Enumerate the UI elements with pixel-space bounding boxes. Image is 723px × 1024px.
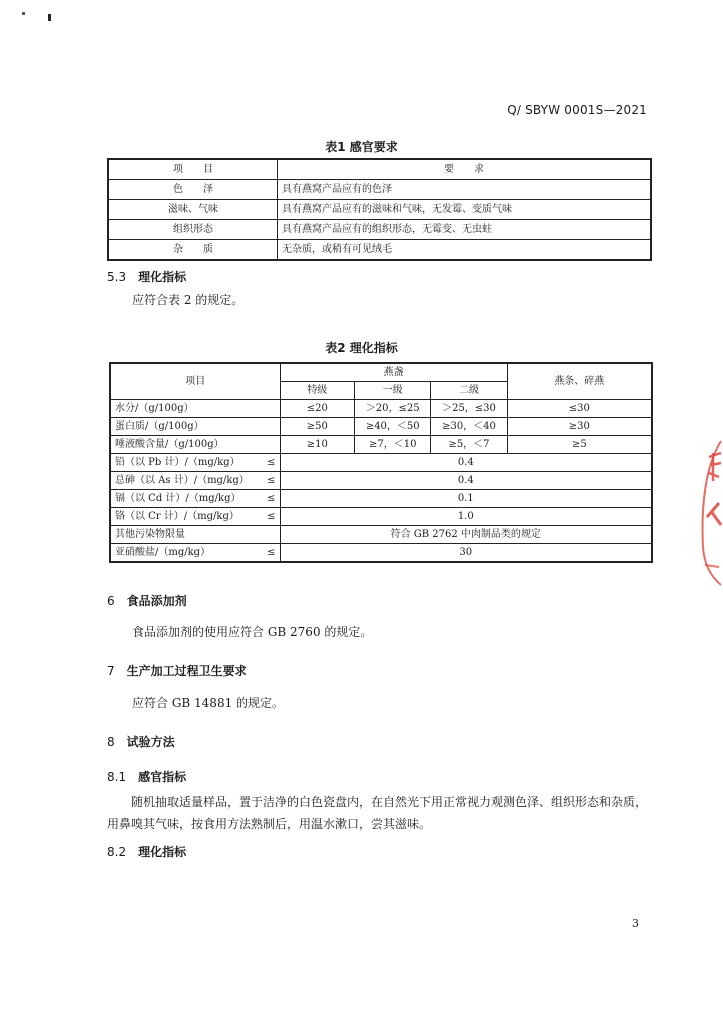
limit-symbol: ≤ bbox=[267, 493, 276, 504]
cell-item bbox=[110, 490, 280, 508]
cell-requirement: 具有燕窝产品应有的滋味和气味，无发霉、变质气味 bbox=[278, 200, 652, 220]
section-title: 感官指标 bbox=[138, 770, 187, 784]
cell-item: 唾液酸含量/（g/100g） bbox=[110, 436, 280, 454]
cell-value: ≥30 bbox=[507, 418, 652, 436]
section-number: 8.2 bbox=[107, 845, 127, 859]
header-last: 燕条、碎燕 bbox=[507, 363, 652, 400]
cell-requirement: 具有燕窝产品应有的组织形态，无霉变、无虫蛀 bbox=[278, 220, 652, 240]
table-header-row bbox=[108, 159, 651, 180]
cell-value: 0.1 bbox=[280, 490, 652, 508]
item-label: 镉（以 Cd 计）/（mg/kg） bbox=[115, 493, 241, 504]
section-number: 7 bbox=[107, 664, 115, 678]
cell-value: ≥40，＜50 bbox=[355, 418, 431, 436]
table-row bbox=[110, 400, 652, 418]
cell-value: ≥5，＜7 bbox=[431, 436, 507, 454]
section-number: 5.3 bbox=[107, 270, 127, 284]
section-number: 8 bbox=[107, 735, 115, 749]
header-item: 项 目 bbox=[108, 159, 278, 180]
table-row bbox=[108, 240, 651, 261]
cell-value: 符合 GB 2762 中肉制品类的规定 bbox=[280, 526, 652, 544]
scan-speck bbox=[22, 12, 25, 15]
section-number: 8.1 bbox=[107, 770, 127, 784]
item-label: 铬（以 Cr 计）/（mg/kg） bbox=[115, 511, 239, 522]
company-seal-stamp bbox=[695, 437, 723, 587]
cell-value: 0.4 bbox=[280, 454, 652, 472]
cell-value: ＞20，≤25 bbox=[355, 400, 431, 418]
section-heading bbox=[107, 662, 247, 679]
paragraph: 随机抽取适量样品，置于洁净的白色瓷盘内，在自然光下用正常视力观测色泽、组织形态和杂质，用鼻嗅其气味，按食用方法熟制后，用温水漱口，尝其滋味。 bbox=[107, 795, 648, 831]
table-row bbox=[108, 180, 651, 200]
sensory-table bbox=[107, 158, 652, 261]
section-number: 6 bbox=[107, 594, 115, 608]
table-row bbox=[110, 436, 652, 454]
header-item: 项目 bbox=[110, 363, 280, 400]
item-label: 铅（以 Pb 计）/（mg/kg） bbox=[115, 457, 240, 468]
limit-symbol: ≤ bbox=[267, 547, 276, 558]
cell-value: ≤30 bbox=[507, 400, 652, 418]
paragraph: 应符合 GB 14881 的规定。 bbox=[132, 696, 285, 710]
cell-value: ≥5 bbox=[507, 436, 652, 454]
cell-item: 水分/（g/100g） bbox=[110, 400, 280, 418]
table-row bbox=[110, 544, 652, 563]
limit-symbol: ≤ bbox=[267, 457, 276, 468]
section-heading bbox=[107, 843, 186, 860]
table-row bbox=[108, 200, 651, 220]
table-row bbox=[110, 418, 652, 436]
section-heading bbox=[107, 768, 186, 785]
header-requirement: 要 求 bbox=[278, 159, 652, 180]
table-row bbox=[110, 454, 652, 472]
item-label: 总砷（以 As 计）/（mg/kg） bbox=[115, 475, 249, 486]
cell-value: 30 bbox=[280, 544, 652, 563]
cell-item bbox=[110, 544, 280, 563]
limit-symbol: ≤ bbox=[267, 475, 276, 486]
cell-value: ≥50 bbox=[280, 418, 355, 436]
cell-value: ≥10 bbox=[280, 436, 355, 454]
paragraph: 应符合表 2 的规定。 bbox=[132, 293, 244, 307]
header-grade: 特级 bbox=[280, 382, 355, 400]
cell-item: 其他污染物限量 bbox=[110, 526, 280, 544]
section-title: 理化指标 bbox=[138, 270, 187, 284]
page-number: 3 bbox=[632, 917, 639, 930]
physicochemical-table bbox=[109, 362, 653, 563]
cell-item bbox=[110, 472, 280, 490]
section-title: 生产加工过程卫生要求 bbox=[126, 664, 247, 678]
table-row bbox=[110, 472, 652, 490]
cell-requirement: 具有燕窝产品应有的色泽 bbox=[278, 180, 652, 200]
cell-value: ＞25，≤30 bbox=[431, 400, 507, 418]
cell-value: ≥7，＜10 bbox=[355, 436, 431, 454]
table-row bbox=[110, 508, 652, 526]
cell-value: ≥30，＜40 bbox=[431, 418, 507, 436]
cell-item: 杂 质 bbox=[108, 240, 278, 261]
table-header-row bbox=[110, 363, 652, 382]
cell-item: 组织形态 bbox=[108, 220, 278, 240]
section-heading bbox=[107, 592, 187, 609]
cell-item: 色 泽 bbox=[108, 180, 278, 200]
document-id: Q/ SBYW 0001S—2021 bbox=[507, 103, 647, 117]
scan-speck bbox=[48, 14, 51, 21]
table2-caption: 表2 理化指标 bbox=[325, 341, 398, 355]
paragraph: 食品添加剂的使用应符合 GB 2760 的规定。 bbox=[132, 625, 373, 639]
section-heading bbox=[107, 268, 186, 285]
cell-value: 1.0 bbox=[280, 508, 652, 526]
table-row bbox=[110, 526, 652, 544]
section-title: 试验方法 bbox=[126, 735, 175, 749]
cell-value: ≤20 bbox=[280, 400, 355, 418]
cell-value: 0.4 bbox=[280, 472, 652, 490]
header-group: 燕盏 bbox=[280, 363, 507, 382]
cell-item: 滋味、气味 bbox=[108, 200, 278, 220]
section-title: 食品添加剂 bbox=[126, 594, 187, 608]
section-heading bbox=[107, 733, 175, 750]
table1-caption: 表1 感官要求 bbox=[325, 140, 398, 154]
cell-item: 蛋白质/（g/100g） bbox=[110, 418, 280, 436]
table-row bbox=[110, 490, 652, 508]
header-grade: 二级 bbox=[431, 382, 507, 400]
item-label: 亚硝酸盐/（mg/kg） bbox=[115, 547, 211, 558]
table-row bbox=[108, 220, 651, 240]
section-title: 理化指标 bbox=[138, 845, 187, 859]
cell-requirement: 无杂质，或稍有可见绒毛 bbox=[278, 240, 652, 261]
cell-item bbox=[110, 508, 280, 526]
header-grade: 一级 bbox=[355, 382, 431, 400]
limit-symbol: ≤ bbox=[267, 511, 276, 522]
cell-item bbox=[110, 454, 280, 472]
